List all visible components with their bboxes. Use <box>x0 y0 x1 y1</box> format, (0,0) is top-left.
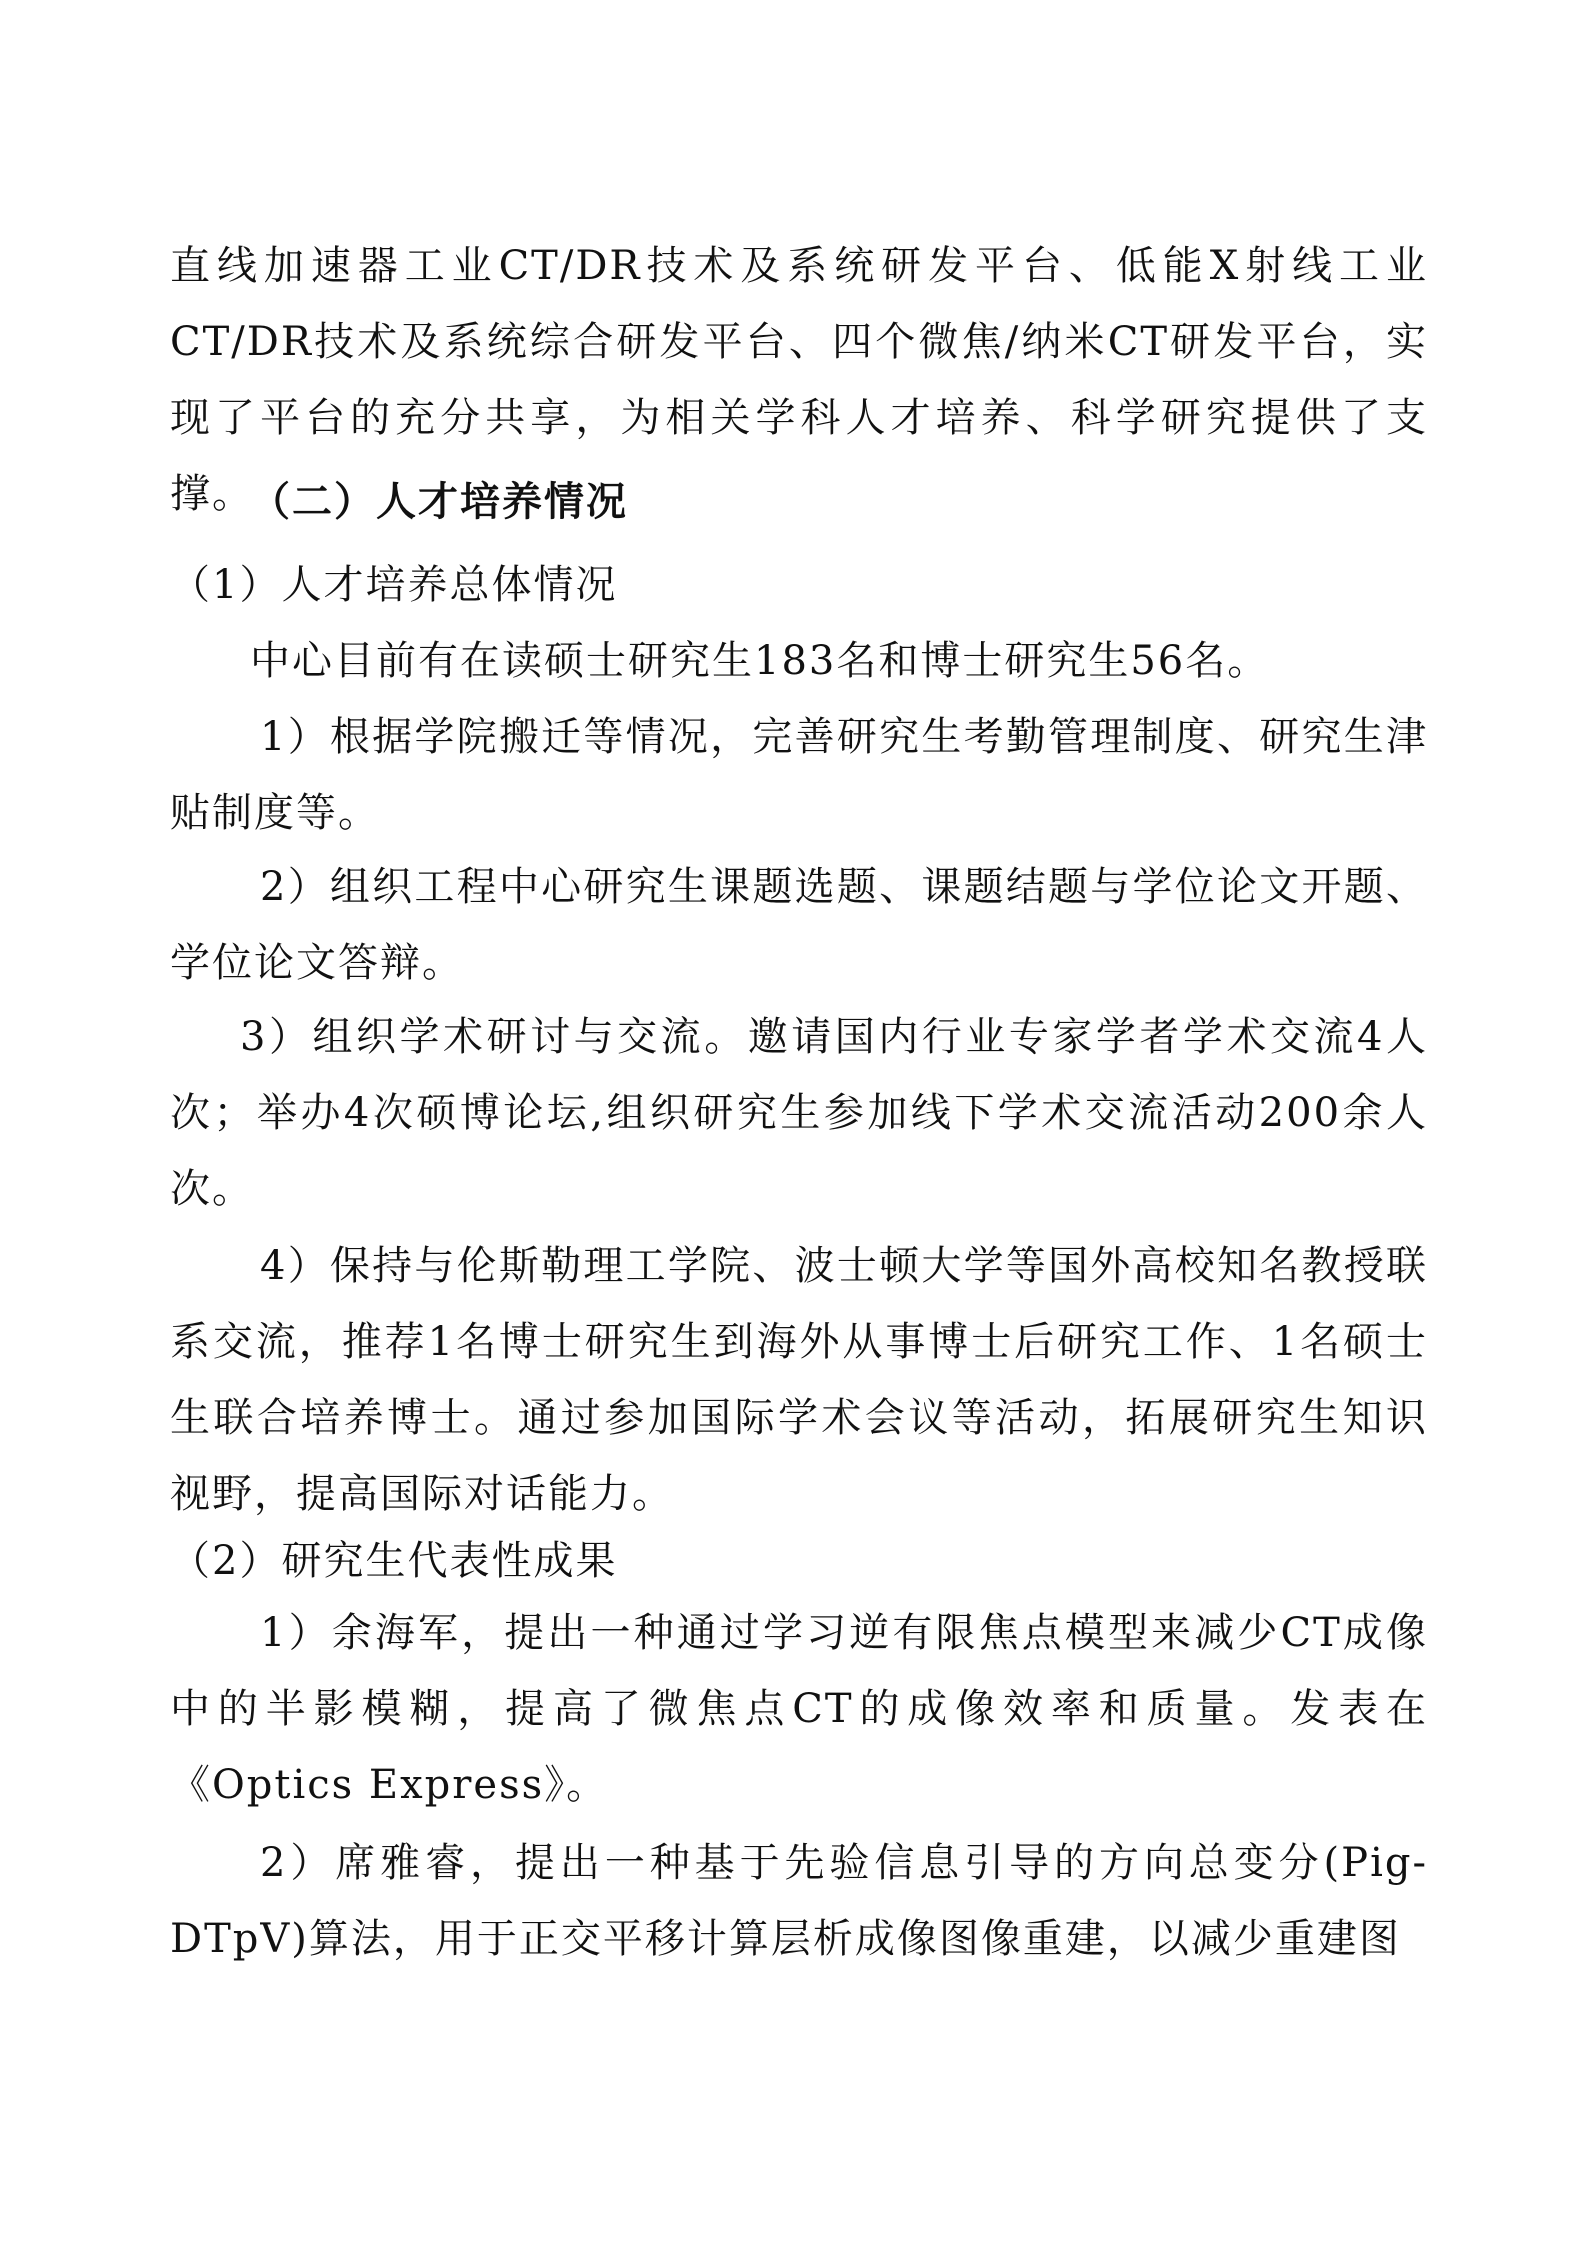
enrollment-summary: 中心目前有在读硕士研究生183名和博士研究生56名。 <box>250 638 1270 684</box>
intro-paragraph: 直线加速器工业CT/DR技术及系统研发平台、低能X射线工业CT/DR技术及系统综合研发平台、四个微焦/纳米CT研发平台，实现了平台的充分共享，为相关学科人才培养、科学研究提供了支撑。 <box>170 243 1428 517</box>
item-4: 4）保持与伦斯勒理工学院、波士顿大学等国外高校知名教授联系交流，推荐1名博士研究生到海外从事博士后研究工作、1名硕士生联合培养博士。通过参加国际学术会议等活动，拓展研究生知识视野，提高国际对话能力。 <box>170 1243 1428 1517</box>
item-1: 1）根据学院搬迁等情况，完善研究生考勤管理制度、研究生津贴制度等。 <box>170 714 1428 836</box>
subsection-heading-1: （1）人才培养总体情况 <box>170 562 618 608</box>
result-1: 1）余海军，提出一种通过学习逆有限焦点模型来减少CT成像中的半影模糊，提高了微焦点CT的成像效率和质量。发表在《Optics Express》。 <box>170 1610 1428 1808</box>
result-2: 2）席雅睿，提出一种基于先验信息引导的方向总变分(Pig-DTpV)算法，用于正交平移计算层析成像图像重建，以减少重建图 <box>170 1840 1428 1962</box>
item-3: 3）组织学术研讨与交流。邀请国内行业专家学者学术交流4人次；举办4次硕博论坛,组织研究生参加线下学术交流活动200余人次。 <box>170 1014 1428 1212</box>
subsection-heading-2: （2）研究生代表性成果 <box>170 1538 618 1584</box>
section-heading: （二）人才培养情况 <box>250 478 628 525</box>
item-2: 2）组织工程中心研究生课题选题、课题结题与学位论文开题、学位论文答辩。 <box>170 864 1428 986</box>
